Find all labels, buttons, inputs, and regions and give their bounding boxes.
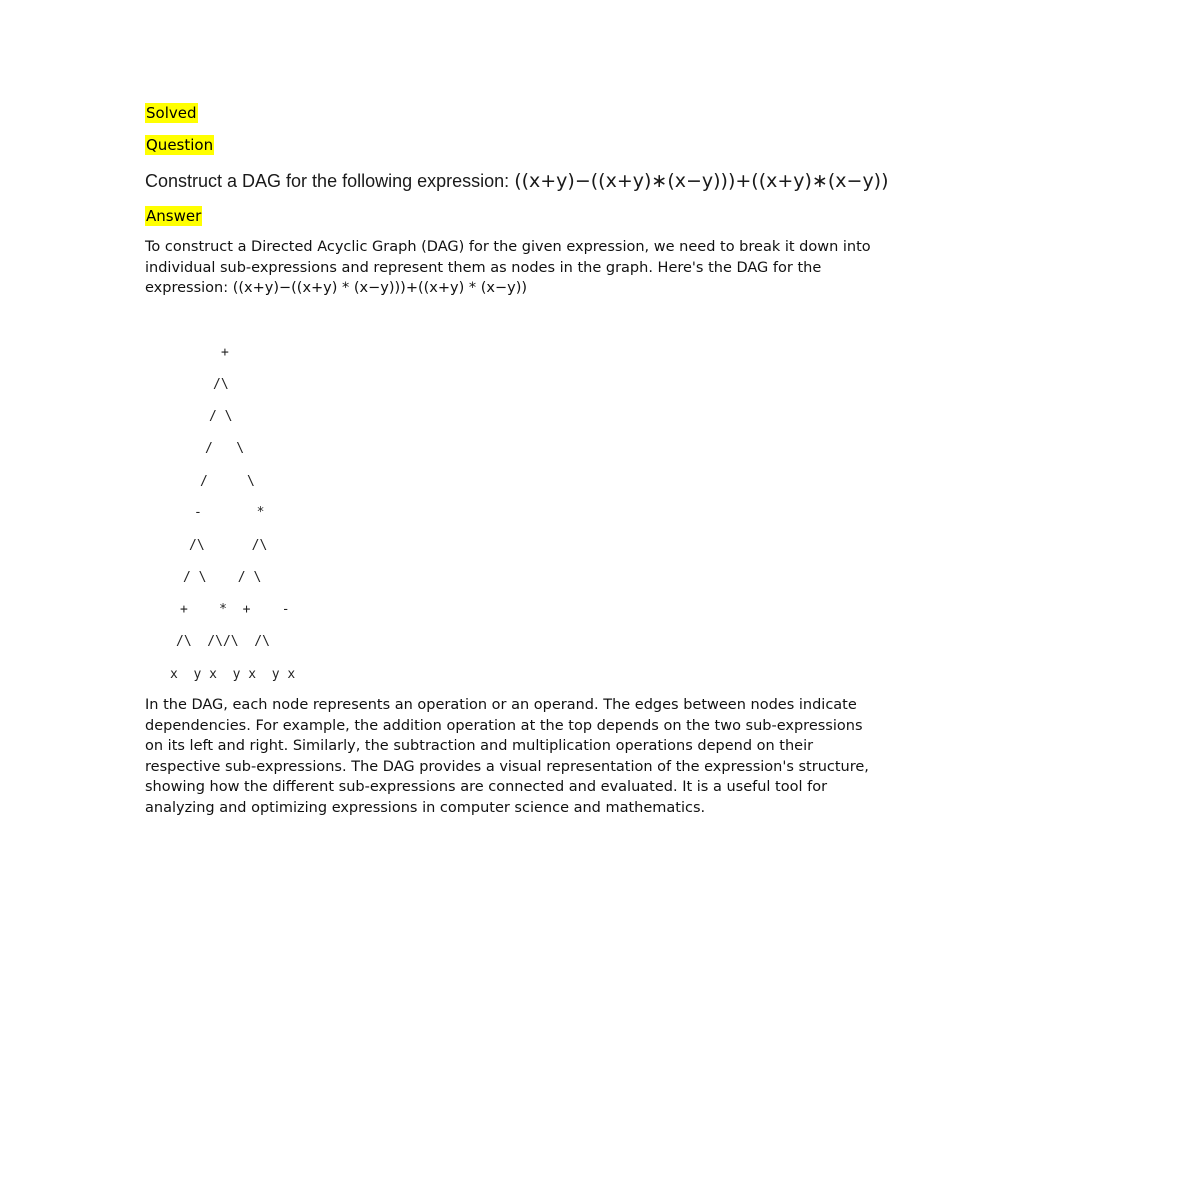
diagram-line: / \	[209, 409, 233, 424]
diagram-line: / \	[205, 441, 245, 456]
question-expression: ((x+y)−((x+y)∗(x−y)))+((x+y)∗(x−y))	[514, 170, 889, 192]
diagram-line: x y x y x y x	[170, 667, 296, 682]
conclusion-line: showing how the different sub-expressions are connected and evaluated. It is a useful tool for	[145, 779, 828, 796]
diagram-line: /\ /\	[189, 538, 268, 553]
diagram-line: / \ / \	[183, 570, 262, 585]
diagram-line: /\	[213, 377, 229, 392]
intro-line: expression: ((x+y)−((x+y) * (x−y)))+((x+y) * (x−y))	[145, 280, 528, 297]
conclusion-line: dependencies. For example, the addition operation at the top depends on the two sub-expressions	[145, 717, 863, 734]
conclusion-line: on its left and right. Similarly, the subtraction and multiplication operations depend on their	[145, 738, 814, 755]
conclusion-paragraph	[145, 695, 1050, 819]
question-label: Question	[146, 136, 214, 154]
solved-label: Solved	[146, 104, 197, 122]
diagram-line: - *	[194, 505, 265, 520]
answer-label: Answer	[146, 207, 202, 225]
diagram-line: / \	[200, 474, 255, 489]
conclusion-line: In the DAG, each node represents an operation or an operand. The edges between nodes indicate	[145, 697, 857, 713]
conclusion-line: analyzing and optimizing expressions in computer science and mathematics.	[145, 799, 706, 816]
intro-line: individual sub-expressions and represent them as nodes in the graph. Here's the DAG for the	[145, 259, 822, 276]
conclusion-line: respective sub-expressions. The DAG provides a visual representation of the expression's structure,	[145, 758, 869, 775]
diagram-line: + * + -	[180, 602, 290, 617]
diagram-line: +	[221, 345, 229, 360]
intro-line: To construct a Directed Acyclic Graph (DAG) for the given expression, we need to break it down into	[145, 239, 871, 255]
diagram-line: /\ /\/\ /\	[176, 634, 270, 649]
question-prefix: Construct a DAG for the following expression:	[145, 171, 510, 191]
